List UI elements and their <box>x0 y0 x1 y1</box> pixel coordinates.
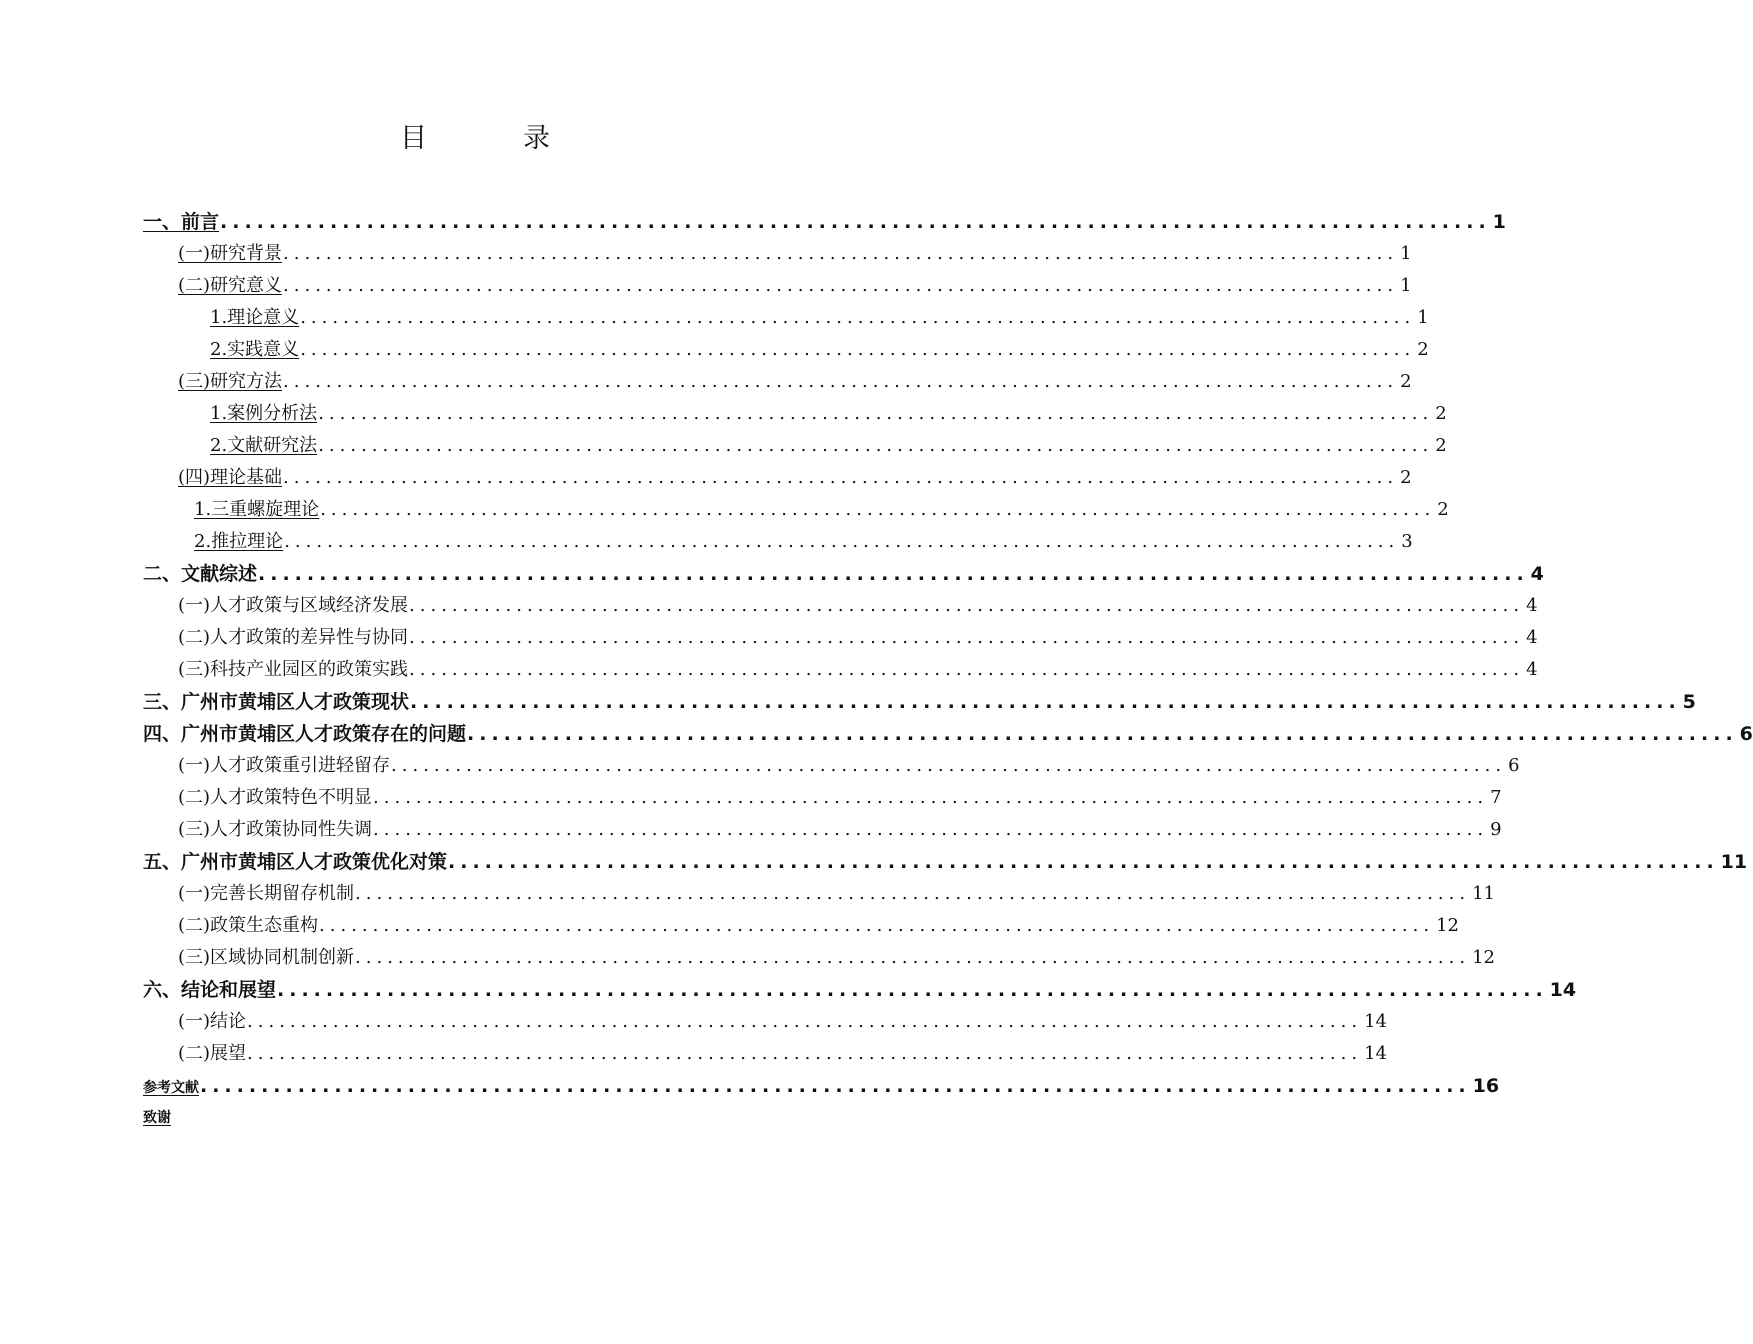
toc-entry-label: (四)理论基础 <box>178 467 283 488</box>
toc-entry[interactable] <box>143 814 1502 846</box>
toc-leader-dots: ........................................................................................................ <box>283 243 1399 264</box>
toc-leader-dots: ........................................................................................................ <box>247 1043 1363 1064</box>
toc-page-number: 11 <box>1720 851 1748 873</box>
toc-page-number: 3 <box>1401 531 1413 552</box>
toc-page-number: 1 <box>1417 307 1429 328</box>
toc-leader-dots: ........................................................................................................ <box>200 1075 1471 1097</box>
toc-page-number: 2 <box>1435 403 1447 424</box>
toc-leader-dots: ........................................................................................................ <box>409 627 1525 648</box>
toc-entry[interactable] <box>143 782 1502 814</box>
toc-leader-dots: ........................................................................................................ <box>247 1011 1363 1032</box>
toc-entry-label: (三)科技产业园区的政策实践 <box>178 659 409 680</box>
toc-page-number: 14 <box>1364 1043 1388 1064</box>
toc-entry-label: (二)人才政策特色不明显 <box>178 787 373 808</box>
toc-page-number: 4 <box>1526 627 1538 648</box>
toc-entry[interactable] <box>143 654 1538 686</box>
toc-entry-label: 2.推拉理论 <box>194 531 284 552</box>
toc-leader-dots: ........................................................................................................ <box>220 211 1491 233</box>
toc-entry[interactable] <box>143 878 1496 910</box>
toc-leader-dots: ........................................................................................................ <box>373 819 1489 840</box>
toc-entry[interactable] <box>143 942 1496 974</box>
toc-entry[interactable] <box>143 430 1447 462</box>
toc-leader-dots: ........................................................................................................ <box>391 755 1507 776</box>
toc-entry-label: 参考文献 <box>143 1080 199 1096</box>
toc-page-number: 12 <box>1472 947 1496 968</box>
toc-entry-label: 致谢 <box>143 1110 171 1126</box>
toc-entry-label: (三)区域协同机制创新 <box>178 947 355 968</box>
toc-page-number: 12 <box>1436 915 1460 936</box>
toc-entry-label: 1.三重螺旋理论 <box>194 499 320 520</box>
toc-page-number: 7 <box>1490 787 1502 808</box>
toc-entry-label: (二)政策生态重构 <box>178 915 319 936</box>
toc-page-number: 6 <box>1508 755 1520 776</box>
toc-entry-label: 四、广州市黄埔区人才政策存在的问题 <box>143 723 467 745</box>
toc-entry[interactable] <box>143 558 1544 590</box>
toc-entry[interactable] <box>143 686 1696 718</box>
toc-entry[interactable] <box>143 590 1538 622</box>
toc-page-number: 9 <box>1490 819 1502 840</box>
toc-entry[interactable] <box>143 1102 799 1134</box>
toc-leader-dots: ........................................................................................................ <box>258 563 1529 585</box>
toc-entry-label: 2.文献研究法 <box>210 435 318 456</box>
toc-page-number: 2 <box>1437 499 1449 520</box>
toc-leader-dots: ........................................................................................................ <box>355 883 1471 904</box>
toc-leader-dots: ........................................................................................................ <box>355 947 1471 968</box>
toc-leader-dots: ........................................................................................................ <box>284 531 1400 552</box>
toc-page-number: 2 <box>1435 435 1447 456</box>
toc-entry-label: 六、结论和展望 <box>143 979 277 1001</box>
toc-entry[interactable] <box>143 910 1460 942</box>
toc-entry-label: (二)研究意义 <box>178 275 283 296</box>
toc-page-number: 1 <box>1400 243 1412 264</box>
toc-entry-label: (二)展望 <box>178 1043 247 1064</box>
toc-page-number: 6 <box>1739 723 1753 745</box>
toc-leader-dots: ........................................................................................................ <box>320 499 1436 520</box>
toc-leader-dots: ........................................................................................................ <box>409 595 1525 616</box>
toc-entry[interactable] <box>143 302 1429 334</box>
toc-leader-dots: ........................................................................................................ <box>277 979 1548 1001</box>
toc-entry[interactable] <box>143 206 1506 238</box>
toc-page-number: 5 <box>1682 691 1696 713</box>
toc-entry[interactable] <box>143 1038 1388 1070</box>
toc-entry-label: 二、文献综述 <box>143 563 258 585</box>
toc-entry[interactable] <box>143 238 1412 270</box>
toc-entry[interactable] <box>143 462 1412 494</box>
toc-leader-dots: ........................................................................................................ <box>409 659 1525 680</box>
table-of-contents <box>143 206 1753 1134</box>
toc-entry[interactable] <box>143 270 1412 302</box>
page-title <box>0 116 950 155</box>
toc-entry[interactable] <box>143 526 1413 558</box>
toc-leader-dots: ........................................................................................................ <box>283 371 1399 392</box>
toc-leader-dots: ........................................................................................................ <box>283 467 1399 488</box>
toc-page-number: 14 <box>1364 1011 1388 1032</box>
title-char-1: 目 <box>400 123 427 154</box>
toc-entry-label: 五、广州市黄埔区人才政策优化对策 <box>143 851 448 873</box>
toc-entry[interactable] <box>143 846 1748 878</box>
toc-leader-dots: ........................................................................................................ <box>318 435 1434 456</box>
toc-entry[interactable] <box>143 366 1412 398</box>
toc-leader-dots: ........................................................................................................ <box>410 691 1681 713</box>
toc-page-number: 4 <box>1526 595 1538 616</box>
toc-entry[interactable] <box>143 334 1429 366</box>
toc-page-number: 4 <box>1526 659 1538 680</box>
toc-leader-dots: ........................................................................................................ <box>373 787 1489 808</box>
toc-entry-label: (一)完善长期留存机制 <box>178 883 355 904</box>
toc-entry[interactable] <box>143 974 1577 1006</box>
toc-page-number: 1 <box>1492 211 1506 233</box>
toc-leader-dots: ........................................................................................................ <box>319 915 1435 936</box>
toc-entry[interactable] <box>143 622 1538 654</box>
toc-leader-dots: ........................................................................................................ <box>283 275 1399 296</box>
toc-entry-label: 1.理论意义 <box>210 307 300 328</box>
toc-page-number: 2 <box>1417 339 1429 360</box>
toc-page-number: 11 <box>1472 883 1496 904</box>
toc-entry[interactable] <box>143 398 1447 430</box>
toc-entry-label: (三)人才政策协同性失调 <box>178 819 373 840</box>
toc-leader-dots: ........................................................................................................ <box>300 339 1416 360</box>
toc-entry[interactable] <box>143 718 1753 750</box>
toc-page-number: 2 <box>1400 467 1412 488</box>
toc-page-number: 1 <box>1400 275 1412 296</box>
toc-page-number: 4 <box>1530 563 1544 585</box>
toc-entry[interactable] <box>143 494 1449 526</box>
toc-entry-label: (二)人才政策的差异性与协同 <box>178 627 409 648</box>
toc-leader-dots: ........................................................................................................ <box>318 403 1434 424</box>
toc-page-number: 14 <box>1549 979 1577 1001</box>
title-char-2: 录 <box>523 123 550 154</box>
toc-entry-label: (一)人才政策与区域经济发展 <box>178 595 409 616</box>
toc-leader-dots: ........................................................................................................ <box>300 307 1416 328</box>
toc-page-number: 16 <box>1472 1075 1500 1097</box>
toc-page-number: 2 <box>1400 371 1412 392</box>
toc-entry-label: 三、广州市黄埔区人才政策现状 <box>143 691 410 713</box>
toc-leader-dots: ........................................................................................................ <box>467 723 1738 745</box>
toc-entry-label: (一)人才政策重引进轻留存 <box>178 755 391 776</box>
toc-leader-dots: ........................................................................................................ <box>448 851 1719 873</box>
toc-entry[interactable] <box>143 750 1520 782</box>
toc-entry-label: 一、前言 <box>143 211 220 233</box>
toc-entry-label: (一)研究背景 <box>178 243 283 264</box>
toc-entry-label: 1.案例分析法 <box>210 403 318 424</box>
toc-entry[interactable] <box>143 1070 1500 1102</box>
toc-entry[interactable] <box>143 1006 1388 1038</box>
toc-entry-label: (三)研究方法 <box>178 371 283 392</box>
toc-entry-label: (一)结论 <box>178 1011 247 1032</box>
toc-entry-label: 2.实践意义 <box>210 339 300 360</box>
